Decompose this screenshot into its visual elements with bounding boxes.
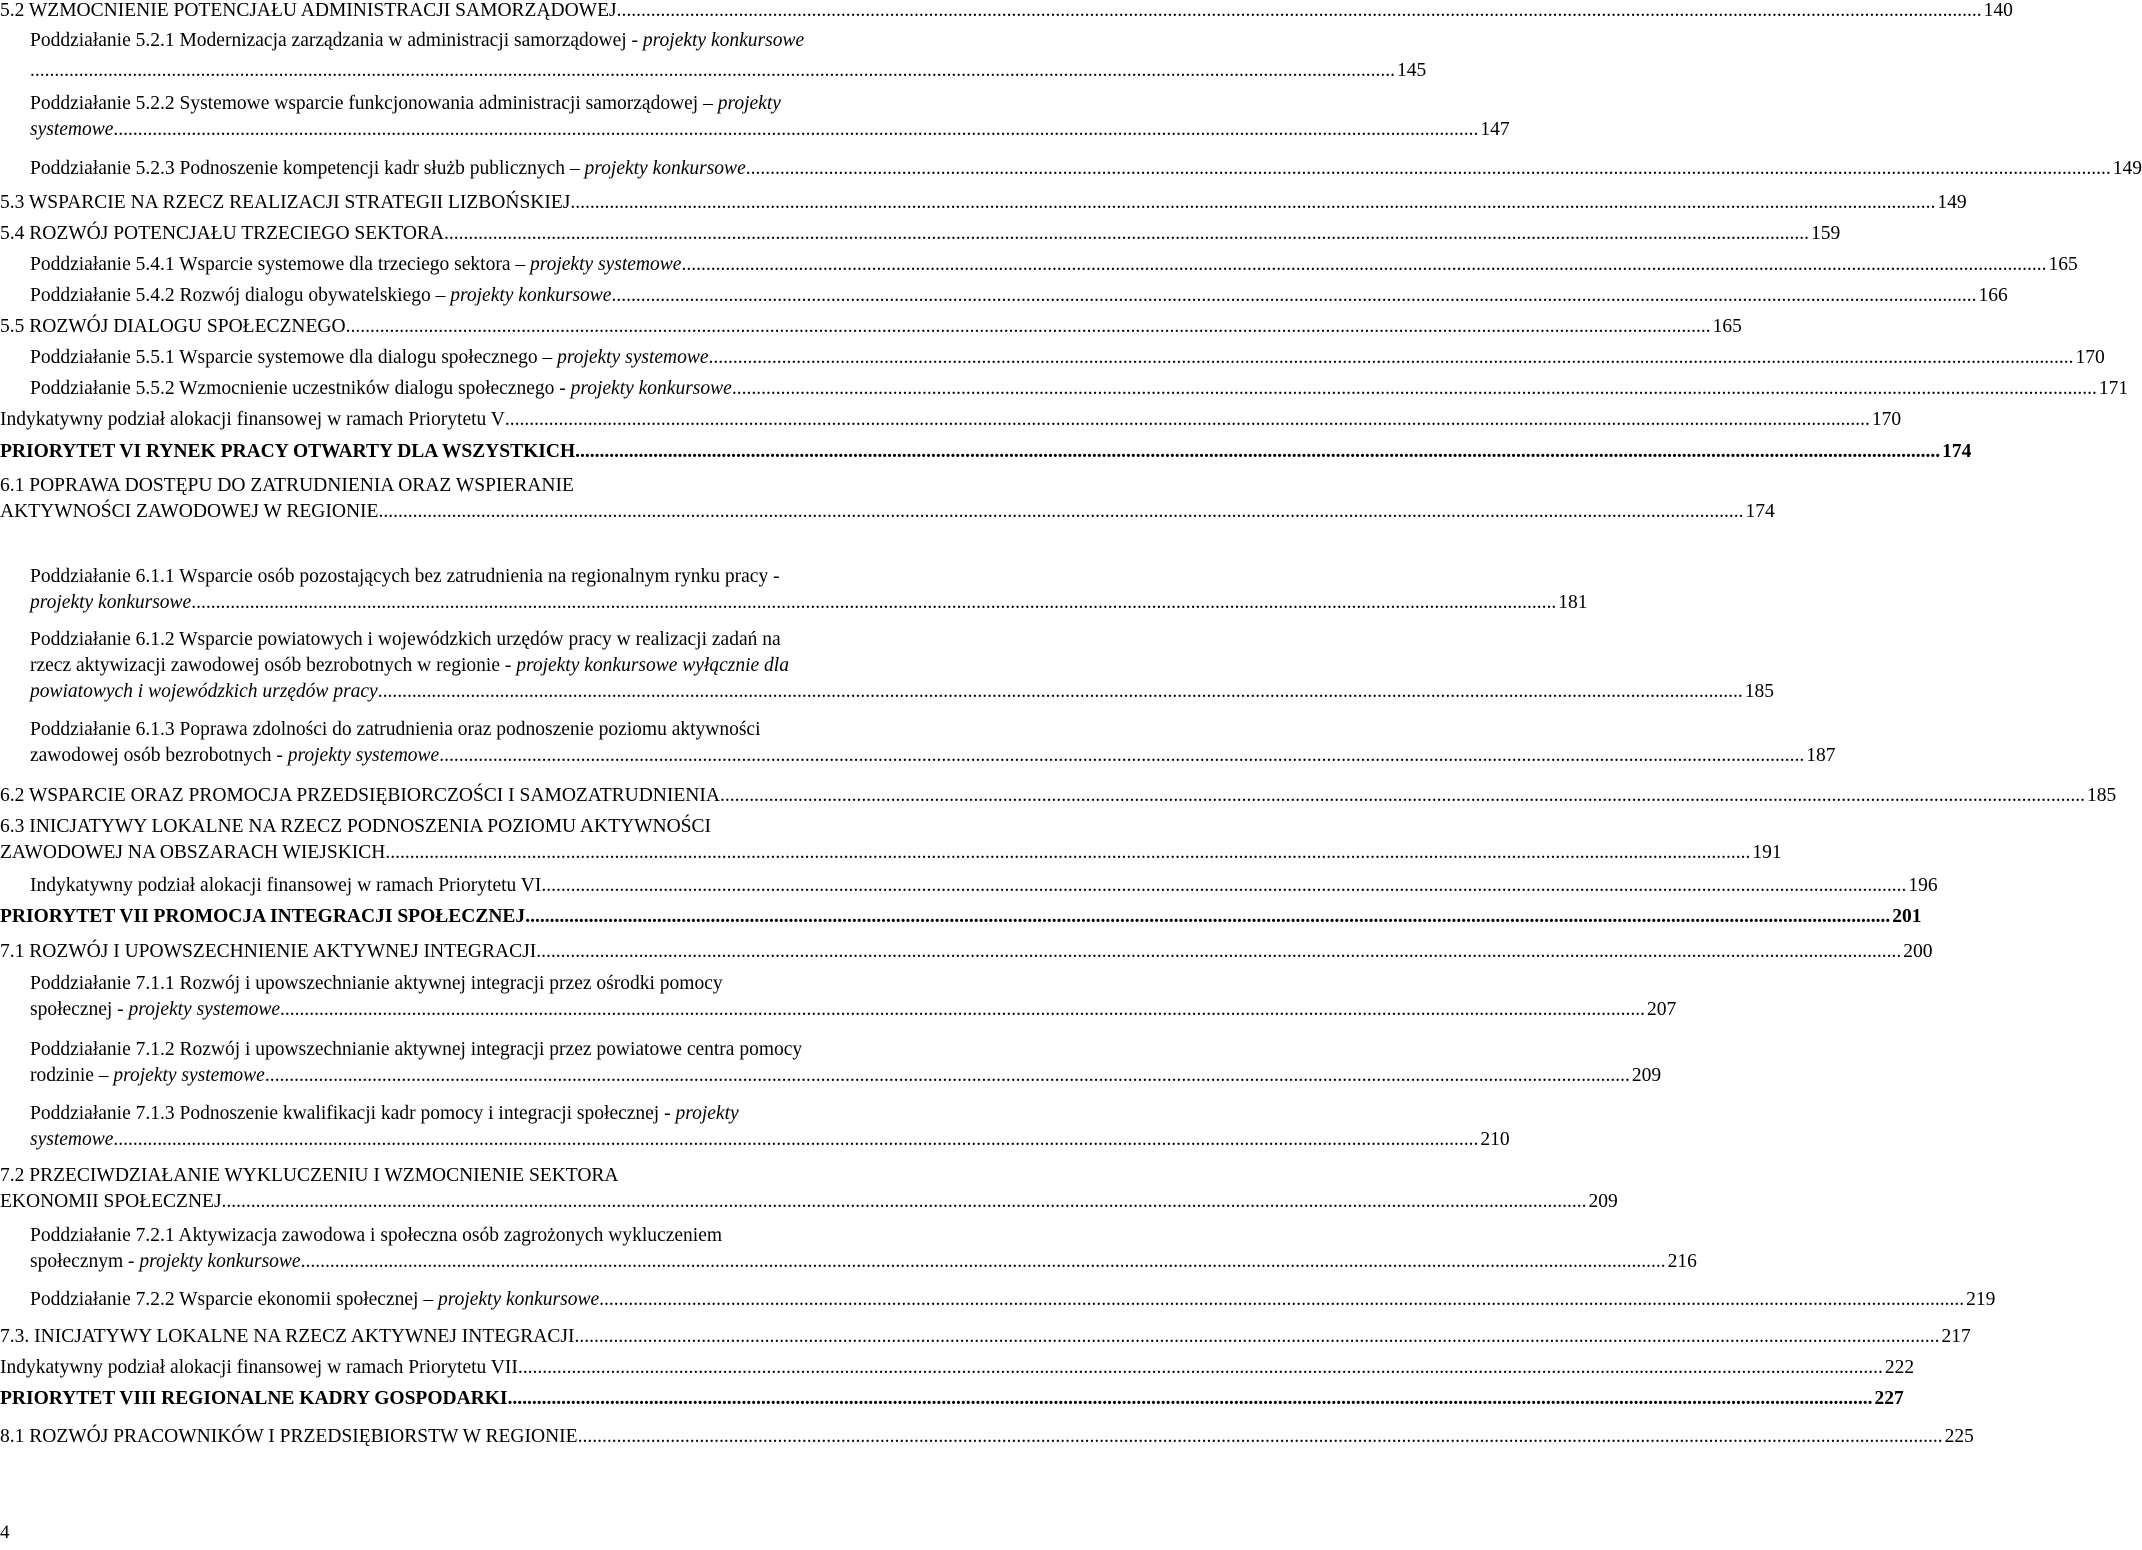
toc-entry[interactable]: 7.1 ROZWÓJ I UPOWSZECHNIENIE AKTYWNEJ INTEGRACJI ..... 200 — [0, 939, 958, 965]
toc-entry[interactable]: 7.2 PRZECIWDZIAŁANIE WYKLUCZENIU I WZMOCNIENIE SEKTORA EKONOMII SPOŁECZNEJ ..... 209 — [0, 1163, 958, 1215]
toc-priority-entry[interactable]: PRIORYTET VI RYNEK PRACY OTWARTY DLA WSZYSTKICH ..... 174 — [0, 439, 958, 465]
toc-entry[interactable]: Poddziałanie 7.1.1 Rozwój i upowszechnianie aktywnej integracji przez ośrodki pomocy społecznej - projekty systemowe ..... 207 — [0, 971, 958, 1023]
page-number: 4 — [0, 1522, 10, 1543]
toc-priority-entry[interactable]: PRIORYTET VIII REGIONALNE KADRY GOSPODARKI ..... 227 — [0, 1386, 958, 1412]
toc-entry[interactable]: 5.5 ROZWÓJ DIALOGU SPOŁECZNEGO ..... 165 — [0, 314, 958, 340]
toc-entry[interactable]: Poddziałanie 5.4.2 Rozwój dialogu obywatelskiego – projekty konkursowe ..... 166 — [0, 283, 958, 309]
toc-entry[interactable]: 6.1 POPRAWA DOSTĘPU DO ZATRUDNIENIA ORAZ WSPIERANIE AKTYWNOŚCI ZAWODOWEJ W REGIONIE ..... 174 — [0, 473, 958, 525]
toc-entry[interactable]: Poddziałanie 7.1.3 Podnoszenie kwalifikacji kadr pomocy i integracji społecznej - projekty systemowe ..... 210 — [0, 1101, 958, 1153]
toc-priority-entry[interactable]: PRIORYTET VII PROMOCJA INTEGRACJI SPOŁECZNEJ ..... 201 — [0, 904, 958, 930]
toc-entry[interactable]: Poddziałanie 5.2.2 Systemowe wsparcie funkcjonowania administracji samorządowej – projekty systemowe ..... 147 — [0, 91, 958, 143]
toc-entry[interactable]: Poddziałanie 5.4.1 Wsparcie systemowe dla trzeciego sektora – projekty systemowe ..... 165 — [0, 252, 958, 278]
toc-entry[interactable]: Poddziałanie 5.2.3 Podnoszenie kompetencji kadr służb publicznych – projekty konkursowe ..... 149 — [0, 156, 958, 182]
toc-entry[interactable]: Indykatywny podział alokacji finansowej w ramach Priorytetu V ..... 170 — [0, 407, 958, 433]
toc-entry[interactable]: Indykatywny podział alokacji finansowej w ramach Priorytetu VII ..... 222 — [0, 1355, 958, 1381]
toc-entry[interactable]: Poddziałanie 6.1.1 Wsparcie osób pozostających bez zatrudnienia na regionalnym rynku pracy - projekty konkursowe ..... 181 — [0, 564, 958, 616]
toc-entry[interactable]: Poddziałanie 6.1.3 Poprawa zdolności do zatrudnienia oraz podnoszenie poziomu aktywności zawodowej osób bezrobotnych - projekty systemowe ..... 187 — [0, 717, 958, 769]
toc-entry[interactable]: Poddziałanie 5.5.1 Wsparcie systemowe dla dialogu społecznego – projekty systemowe ..... 170 — [0, 345, 958, 371]
toc-entry[interactable]: 8.1 ROZWÓJ PRACOWNIKÓW I PRZEDSIĘBIORSTW W REGIONIE ..... 225 — [0, 1424, 958, 1450]
toc-entry[interactable]: Poddziałanie 6.1.2 Wsparcie powiatowych i wojewódzkich urzędów pracy w realizacji zadań na rzecz aktywizacji zawodowej osób bezrobotnych w regionie - projekty konkursowe wyłącznie dla powiatowych i wojewódzkich urzędów pracy ..... 185 — [0, 627, 958, 705]
toc-entry[interactable]: 5.2 WZMOCNIENIE POTENCJAŁU ADMINISTRACJI SAMORZĄDOWEJ ..... 140 — [0, 0, 958, 24]
toc-entry[interactable]: Poddziałanie 7.1.2 Rozwój i upowszechnianie aktywnej integracji przez powiatowe centra pomocy rodzinie – projekty systemowe ..... 209 — [0, 1037, 958, 1089]
toc-entry[interactable]: 7.3. INICJATYWY LOKALNE NA RZECZ AKTYWNEJ INTEGRACJI ..... 217 — [0, 1324, 958, 1350]
toc-entry[interactable]: Poddziałanie 5.5.2 Wzmocnienie uczestników dialogu społecznego - projekty konkursowe ..... 171 — [0, 376, 958, 402]
toc-entry[interactable]: 6.2 WSPARCIE ORAZ PROMOCJA PRZEDSIĘBIORCZOŚCI I SAMOZATRUDNIENIA ..... 185 — [0, 783, 958, 809]
toc-entry[interactable]: Poddziałanie 7.2.2 Wsparcie ekonomii społecznej – projekty konkursowe ..... 219 — [0, 1287, 958, 1313]
toc-entry[interactable]: 6.3 INICJATYWY LOKALNE NA RZECZ PODNOSZENIA POZIOMU AKTYWNOŚCI ZAWODOWEJ NA OBSZARACH WIEJSKICH ..... 191 — [0, 814, 958, 866]
toc-entry[interactable]: 5.3 WSPARCIE NA RZECZ REALIZACJI STRATEGII LIZBOŃSKIEJ ..... 149 — [0, 190, 958, 216]
toc-entry[interactable]: Poddziałanie 7.2.1 Aktywizacja zawodowa i społeczna osób zagrożonych wykluczeniem społecznym - projekty konkursowe ..... 216 — [0, 1223, 958, 1275]
toc-entry[interactable]: Poddziałanie 5.2.1 Modernizacja zarządzania w administracji samorządowej - projekty konkursowe ..... 145 — [0, 28, 958, 84]
toc-entry[interactable]: Indykatywny podział alokacji finansowej w ramach Priorytetu VI ..... 196 — [0, 873, 958, 899]
toc-entry[interactable]: 5.4 ROZWÓJ POTENCJAŁU TRZECIEGO SEKTORA ..... 159 — [0, 221, 958, 247]
